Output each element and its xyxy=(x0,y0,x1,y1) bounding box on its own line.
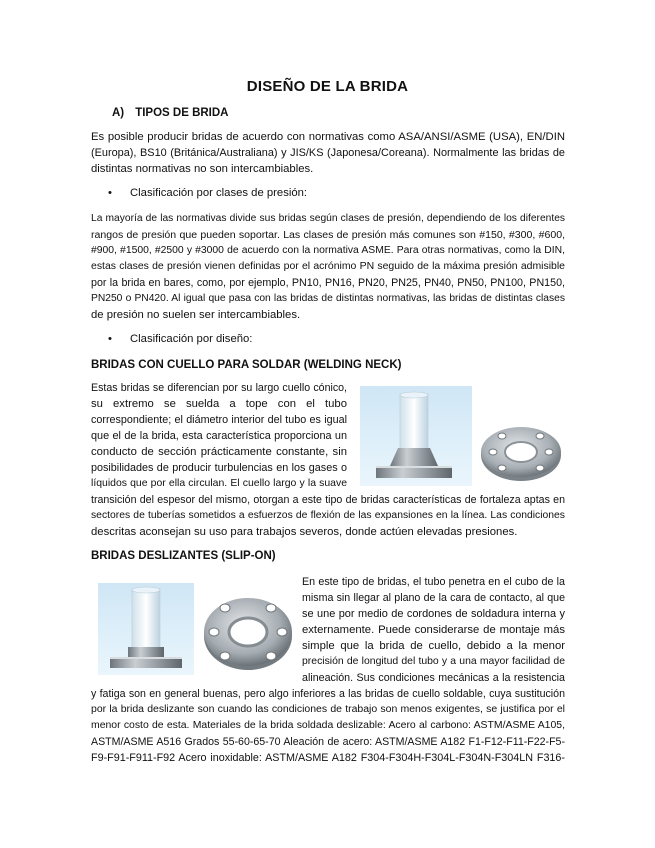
welding-neck-photo xyxy=(360,386,472,486)
page-title: DISEÑO DE LA BRIDA xyxy=(246,78,409,95)
bullet-text: Clasificación por diseño: xyxy=(130,333,253,345)
text-line: precisión de longitud del tubo y a una mayor facilidad de xyxy=(302,656,565,667)
text-line: PN250 o PN420. Al igual que pasa con las bridas de distintas normativas, las bridas de distintas clases xyxy=(91,293,565,304)
text-line: descritas aconsejan su uso para trabajos severos, donde actúen elevadas presiones. xyxy=(91,526,518,538)
welding-neck-figure xyxy=(360,386,565,486)
slip-on-flange-top-view xyxy=(200,593,296,673)
text-line: se une por medio de cordones de soldadura interna y xyxy=(302,608,565,620)
text-line: de presión no suelen ser intercambiables. xyxy=(91,309,301,321)
text-line: (Europa), BS10 (Británica/Australiana) y JIS/KS (Japonesa/Coreana). Normalmente las bridas de xyxy=(91,147,565,159)
text-line: simple que la brida de cuello, debido a la menor xyxy=(302,640,565,652)
text-line: externamente. Puede considerarse de montaje más xyxy=(302,624,565,636)
slip-on-full-text xyxy=(91,686,565,766)
welding-neck-full-text xyxy=(91,492,565,540)
text-line: misma sin llegar al plano de la cara de contacto, al que xyxy=(302,592,565,604)
section-number: A) xyxy=(112,107,125,119)
welding-neck-flange-illustration xyxy=(360,386,472,486)
slip-on-photo xyxy=(98,583,194,675)
text-line: F9-F91-F911-F92 Acero inoxidable: ASTM/ASME A182 F304-F304H-F304L-F304N-F304LN F316- xyxy=(91,752,565,764)
bullet-text: Clasificación por clases de presión: xyxy=(130,187,308,199)
text-line: Estas bridas se diferencian por su largo cuello cónico, xyxy=(91,382,347,394)
text-line: alineación. Sus condiciones mecánicas a la resistencia xyxy=(302,672,565,684)
flange-ring-illustration xyxy=(200,593,296,673)
bullet-design xyxy=(108,333,253,345)
welding-neck-side-text xyxy=(91,380,347,492)
text-line: distintas normativas no son intercambiables. xyxy=(91,163,314,175)
text-line: menor costo de esta. Materiales de la brida soldada deslizable: Acero al carbono: ASTM/ASME A105, xyxy=(91,720,565,731)
slip-on-heading: BRIDAS DESLIZANTES (SLIP-ON) xyxy=(91,550,276,562)
text-line: su extremo se suelda a tope con el tubo xyxy=(91,398,347,410)
text-line: correspondiente; el diámetro interior del tubo es igual xyxy=(91,414,347,426)
text-line: conducto de sección prácticamente constante, sin xyxy=(91,446,347,458)
flange-ring-illustration xyxy=(478,424,564,482)
slip-on-side-text xyxy=(302,574,565,686)
slip-on-figure xyxy=(98,583,298,675)
text-line: por la brida en bares, como, por ejemplo, PN10, PN16, PN20, PN25, PN40, PN50, PN100, PN150, xyxy=(91,277,565,289)
text-line: La mayoría de las normativas divide sus bridas según clases de presión, dependiendo de los diferentes xyxy=(91,213,565,224)
pressure-paragraph xyxy=(91,211,565,323)
text-line: rangos de presión que pueden soportar. Las clases de presión más comunes son #150, #300, #600, xyxy=(91,229,565,241)
text-line: #900, #1500, #2500 y #3000 de acuerdo con la normativa ASME. Para otras normativas, como la DIN, xyxy=(91,245,565,256)
text-line: posibilidades de producir turbulencias en los gases o xyxy=(91,462,347,474)
text-line: que el de la brida, esta característica proporciona un xyxy=(91,430,347,442)
bullet-dot: • xyxy=(108,333,112,345)
bullet-dot: • xyxy=(108,187,112,199)
bullet-pressure xyxy=(108,187,308,199)
welding-neck-heading: BRIDAS CON CUELLO PARA SOLDAR (WELDING NECK) xyxy=(91,359,402,371)
slip-on-flange-illustration xyxy=(98,583,194,675)
text-line: Es posible producir bridas de acuerdo con normativas como ASA/ANSI/ASME (USA), EN/DIN xyxy=(91,131,565,143)
section-label: TIPOS DE BRIDA xyxy=(135,107,229,119)
text-line: transición del espesor del mismo, otorgan a este tipo de bridas características de fortaleza aptas en xyxy=(91,494,565,506)
text-line: ASTM/ASME A516 Grados 55-60-65-70 Aleación de acero: ASTM/ASME A182 F1-F12-F11-F22-F5- xyxy=(91,736,565,748)
text-line: estas clases de presión vienen definidas por el acrónimo PN seguido de la máxima presión admisible xyxy=(91,261,565,272)
section-a-heading xyxy=(112,107,229,119)
intro-paragraph xyxy=(91,129,565,177)
text-line: por la brida deslizante son cuando las condiciones de trabajo son menos exigentes, se justifica por el xyxy=(91,704,565,715)
text-line: líquidos que por ella circulan. El cuello largo y la suave xyxy=(91,478,347,489)
text-line: y fatiga son en general buenas, pero algo inferiores a las bridas de cuello soldable, cuya sustitución xyxy=(91,688,565,700)
text-line: En este tipo de bridas, el tubo penetra en el cubo de la xyxy=(302,576,565,588)
welding-neck-flange-top-view xyxy=(478,424,564,482)
text-line: sectores de tuberías sometidos a esfuerzos de flexión de las expansiones en la línea. Las condiciones xyxy=(91,510,565,521)
